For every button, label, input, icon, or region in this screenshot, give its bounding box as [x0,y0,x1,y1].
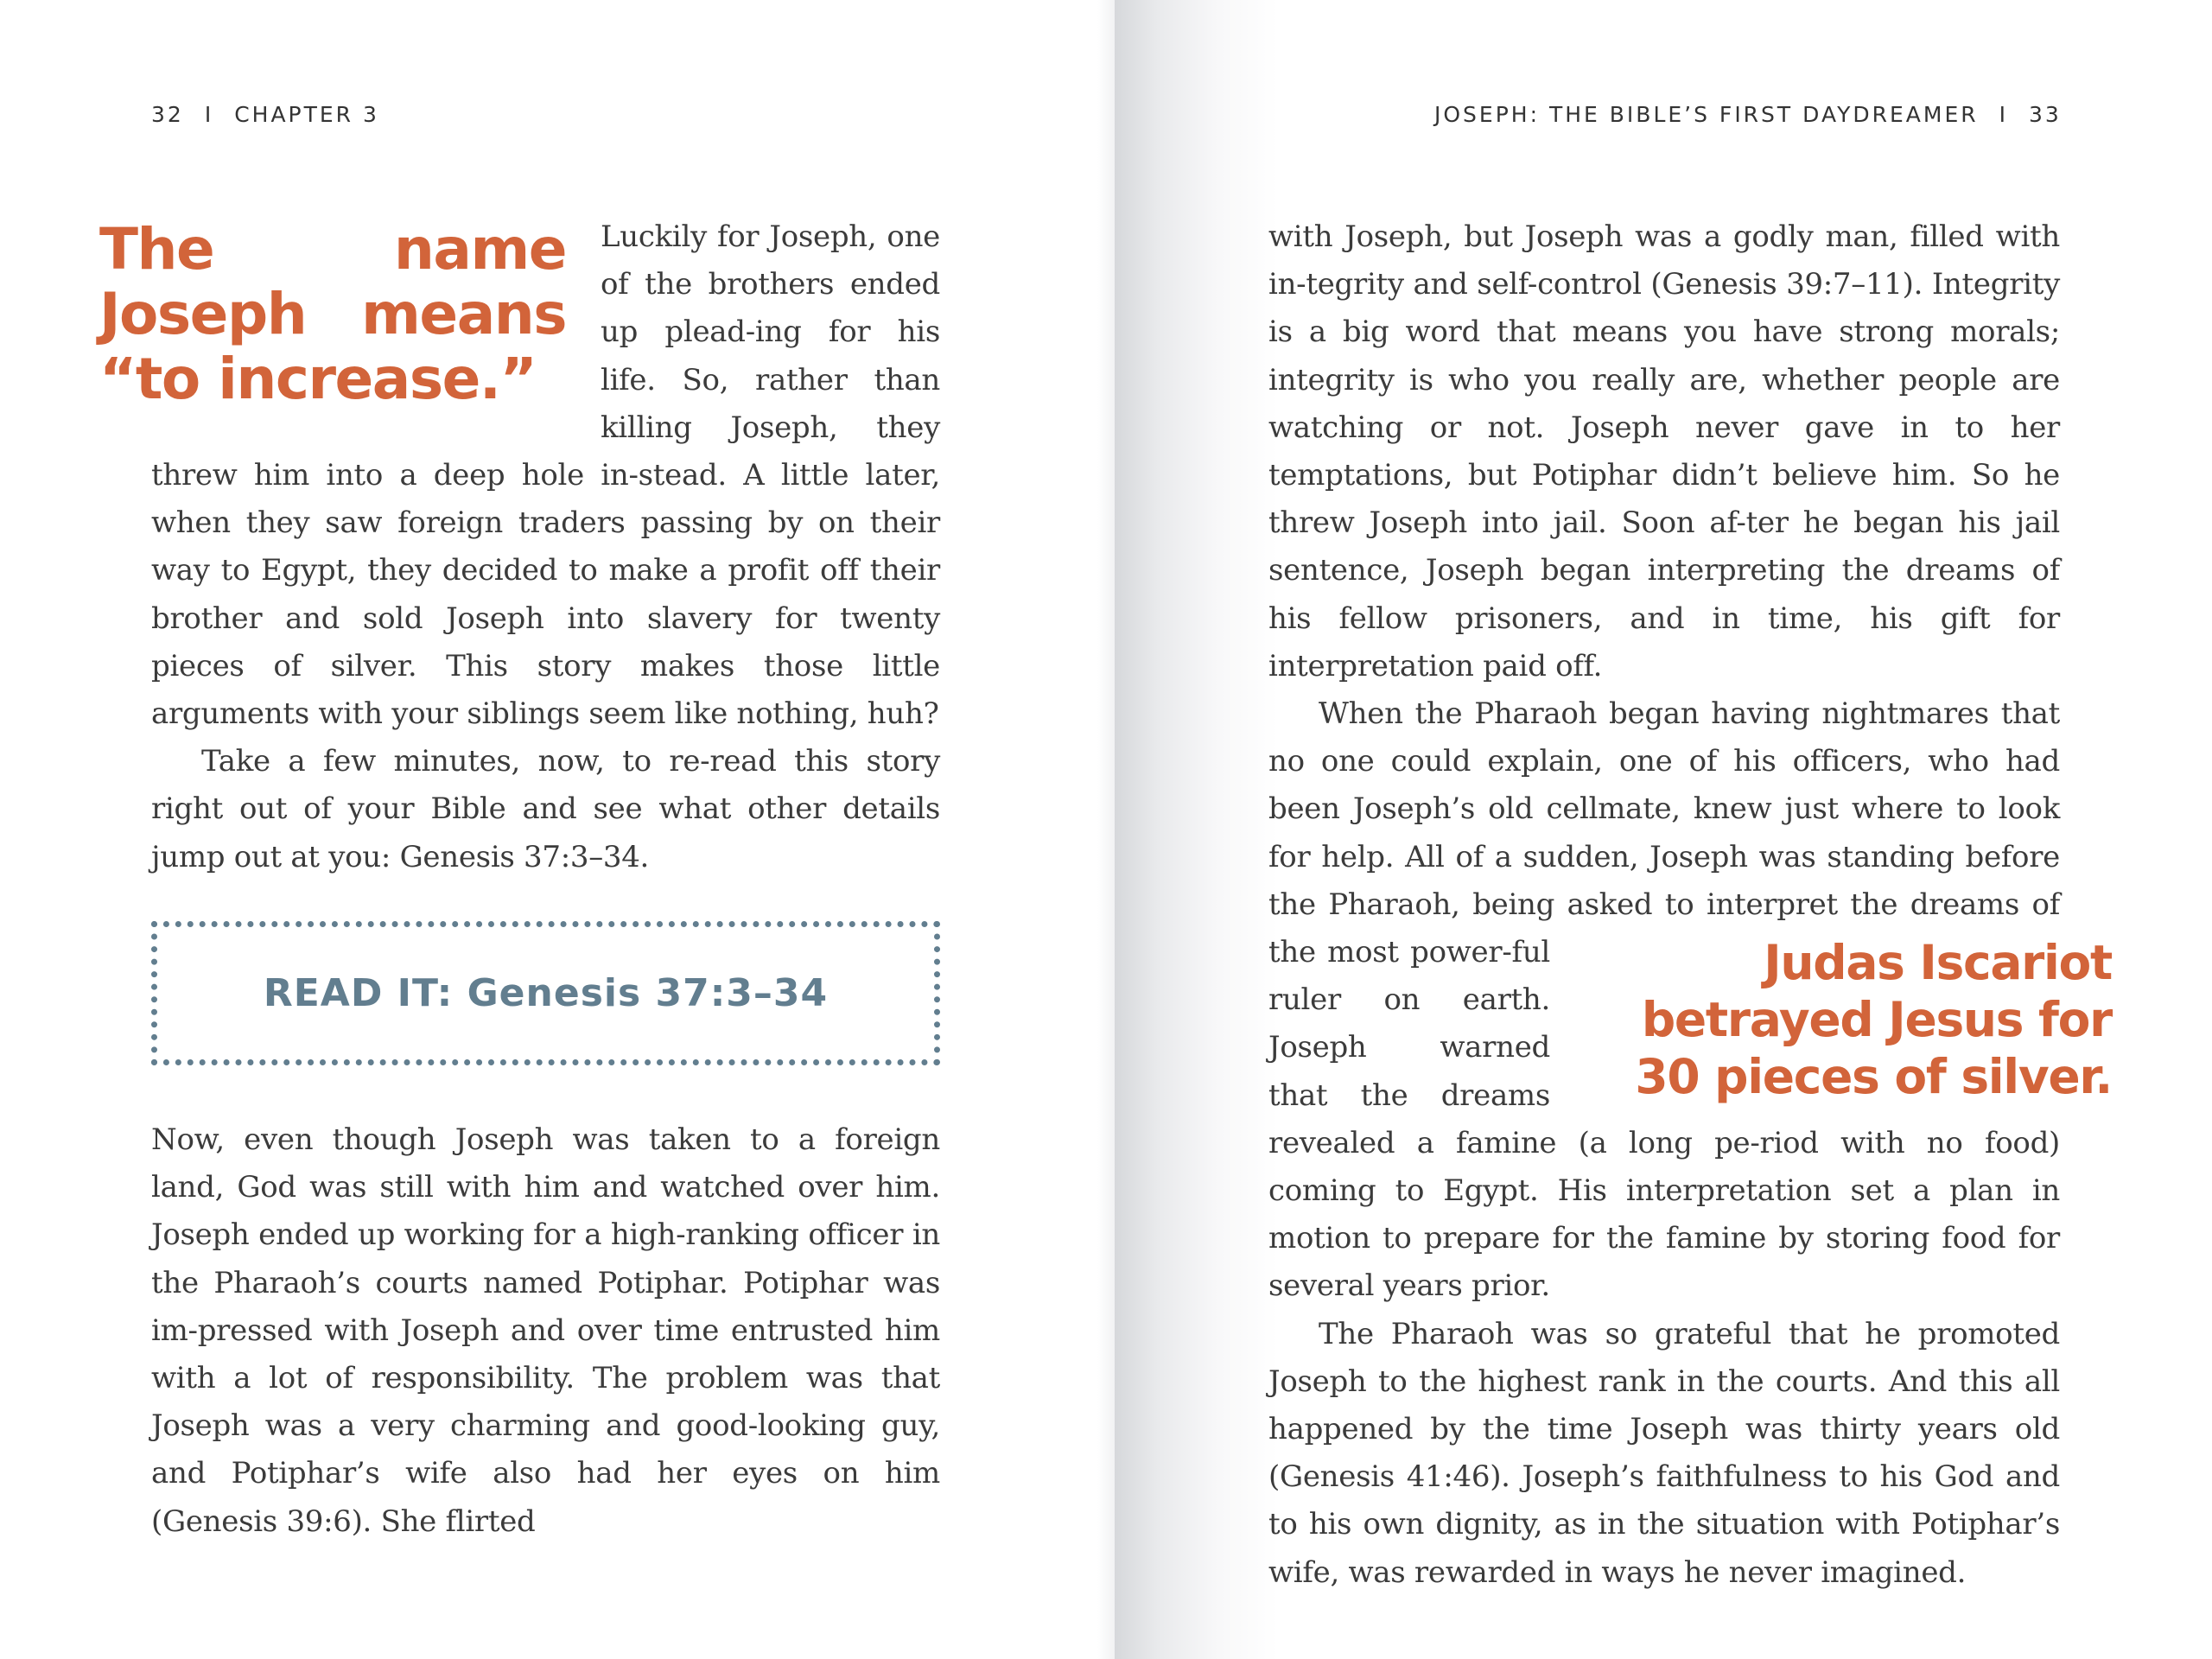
right-running-title: JOSEPH: THE BIBLE’S FIRST DAYDREAMER [1434,102,1979,127]
left-header-separator: I [204,102,214,127]
left-text-block-1 [99,213,940,881]
left-paragraph-1 [99,213,940,738]
left-page-number: 32 [151,102,184,127]
left-running-head [151,102,379,127]
left-paragraph-2: Take a few minutes, now, to re-read this story right out of your Bible and see what other details jump out at you: Genesis 37:3–34. [151,744,940,874]
left-text-block-2 [151,1116,940,1546]
right-paragraph-2-start: When the Pharaoh began having nightmares that no one could explain, one of his officers, who had been Joseph’s old cellmate, knew just where to look for help. All of a sudden, Joseph was standing before the Pharaoh, being asked to interpret the dreams of the most power- [1268,696,2060,970]
left-paragraph-3: Now, even though Joseph was taken to a foreign land, God was still with him and watched over him. Joseph ended up working for a high-ranking officer in the Pharaoh’s courts named Potiphar. Potiphar was im-pressed with Joseph and over time entrusted him with a lot of responsibility. The problem was that Joseph was a very charming and good-looking guy, and Potiphar’s wife also had her eyes on him (Genesis 39:6). She flirted [151,1122,940,1539]
right-paragraph-3: The Pharaoh was so grateful that he promoted Joseph to the highest rank in the courts. And this all happened by the time Joseph was thirty years old (Genesis 41:46). Joseph’s faithfulness to his God and to his own dignity, as in the situation with Potiphar’s wife, was rewarded in ways he never imagined. [1268,1316,2060,1590]
read-it-box [151,921,940,1065]
right-paragraph-1: with Joseph, but Joseph was a godly man, filled with in-tegrity and self-control (Genesis 39:7–11). Integrity is a big word that means you have strong morals; integrity is who you really are, whether people are watching or not. Joseph never gave in to her temptations, but Potiphar didn’t believe him. So he threw Joseph into jail. Soon af-ter he began his jail sentence, Joseph began interpreting the dreams of his fellow prisoners, and in time, his gift for interpretation paid off. [1268,219,2060,683]
left-pull-quote: The name Joseph means “to increase.” [99,216,566,412]
right-running-head [1434,102,2062,127]
right-paragraph-2-end: ful ruler on earth. Joseph warned that the dreams revealed a famine (a long pe-riod with no food) coming to Egypt. His interpretation set a plan in motion to prepare for the famine by storing food for several years prior. [1268,935,2060,1304]
right-pull-quote: Judas Iscariot betrayed Jesus for 30 pieces of silver. [1635,935,2112,1105]
read-it-label: READ IT: Genesis 37:3–34 [263,971,829,1015]
gutter-shadow [1097,0,1115,1659]
right-header-separator: I [1999,102,2009,127]
left-chapter-label: CHAPTER 3 [234,102,379,127]
left-paragraph-1-text: Luckily for Joseph, one of the brothers ended up plead-ing for his life. So, rather than killing Joseph, they threw him into a deep hole in-stead. A little later, when they saw foreign traders passing by on their way to Egypt, they decided to make a profit off their brother and sold Joseph into slavery for twenty pieces of silver. This story makes those little arguments with your siblings seem like nothing, huh? [151,219,940,732]
right-text-block [1268,213,2112,1597]
right-page-number: 33 [2029,102,2062,127]
right-paragraph-2 [1268,690,2112,1311]
